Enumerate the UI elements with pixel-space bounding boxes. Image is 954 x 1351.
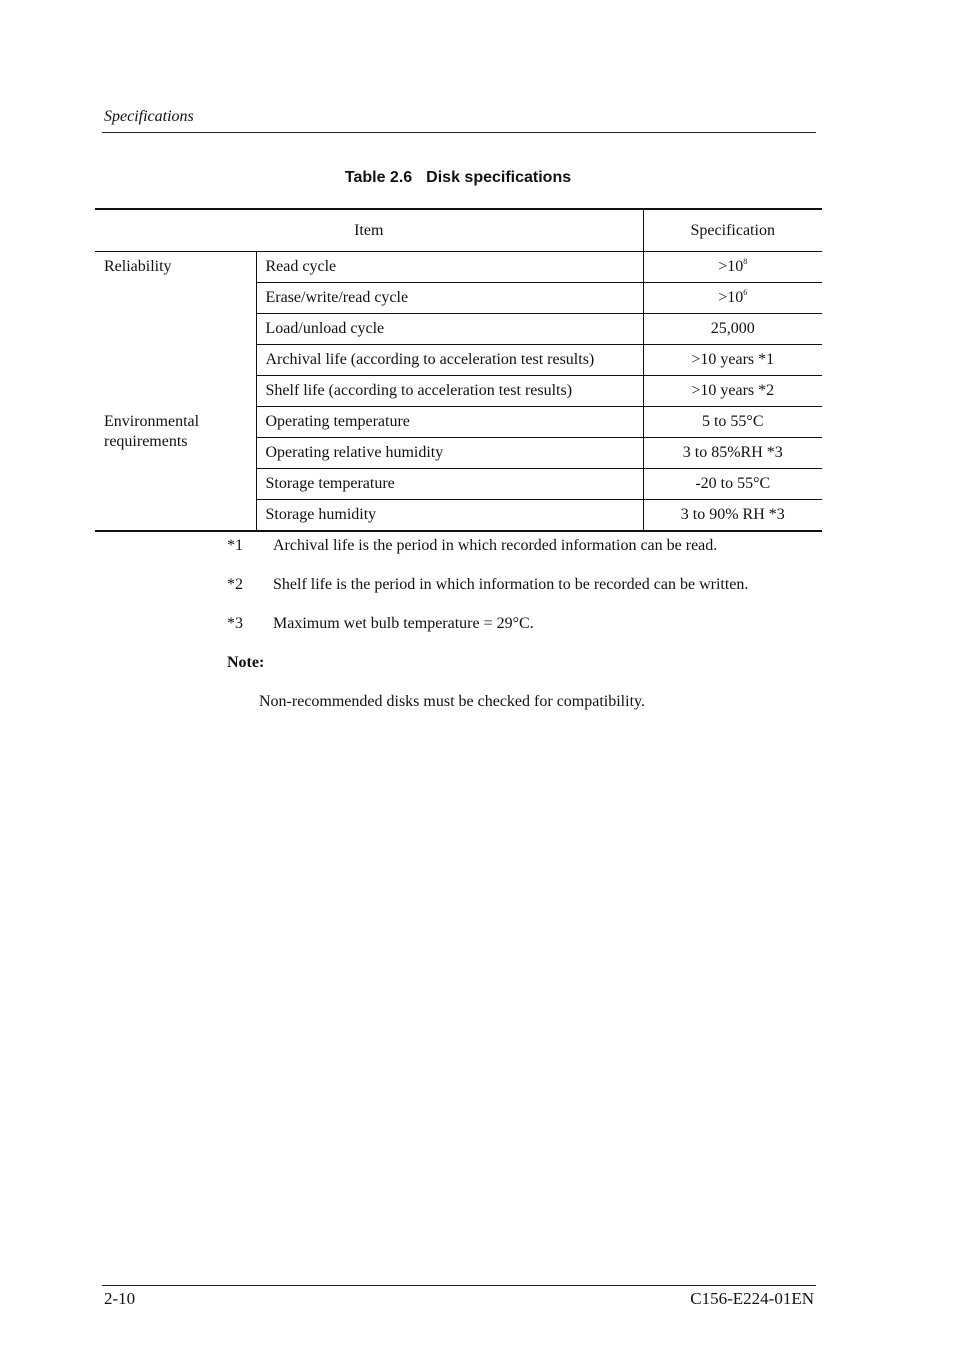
table-header-row: [95, 209, 822, 252]
row-value: 3 to 85%RH *3: [643, 438, 822, 469]
row-item: Storage humidity: [256, 500, 643, 532]
footnote-text: Archival life is the period in which recorded information can be read.: [273, 537, 718, 554]
footnote-mark: *1: [227, 537, 243, 554]
footnote-text: Shelf life is the period in which information to be recorded can be written.: [273, 576, 749, 593]
note-heading: Note:: [227, 654, 265, 671]
row-item: Shelf life (according to acceleration test results): [256, 376, 643, 407]
row-value: >10 years *2: [643, 376, 822, 407]
value-base: >10: [718, 258, 744, 275]
row-item: Operating relative humidity: [256, 438, 643, 469]
group-label-environmental: [95, 407, 256, 532]
row-value: -20 to 55°C: [643, 469, 822, 500]
footnote-mark: *2: [227, 576, 243, 593]
table-row: [95, 407, 822, 438]
column-header-specification: Specification: [643, 209, 822, 252]
value-exponent: 8: [743, 257, 748, 266]
table-number: Table 2.6: [344, 169, 413, 186]
disk-spec-table: [95, 208, 822, 532]
row-item: Archival life (according to acceleration test results): [256, 345, 643, 376]
row-item: Operating temperature: [256, 407, 643, 438]
row-item: Read cycle: [256, 252, 643, 283]
group-label-line: Environmental: [104, 412, 200, 430]
running-header-title: Specifications: [104, 108, 194, 125]
note-text: Non-recommended disks must be checked for compatibility.: [259, 693, 645, 710]
row-value: [643, 252, 822, 283]
group-label-line: requirements: [104, 432, 188, 450]
row-value: 3 to 90% RH *3: [643, 500, 822, 532]
row-value: >10 years *1: [643, 345, 822, 376]
footer-rule: [102, 1285, 816, 1286]
table-title: Disk specifications: [426, 169, 572, 186]
row-item: Erase/write/read cycle: [256, 283, 643, 314]
row-value: 5 to 55°C: [643, 407, 822, 438]
column-header-item: Item: [95, 209, 643, 252]
value-base: >10: [718, 289, 744, 306]
table-row: [95, 252, 822, 283]
value-exponent: 6: [743, 288, 748, 297]
page-number: 2-10: [104, 1289, 136, 1308]
row-value: 25,000: [643, 314, 822, 345]
row-item: Storage temperature: [256, 469, 643, 500]
header-rule: [102, 132, 816, 133]
footnote-mark: *3: [227, 615, 243, 632]
row-item: Load/unload cycle: [256, 314, 643, 345]
group-label-reliability: Reliability: [95, 252, 256, 407]
document-code: C156-E224-01EN: [690, 1289, 814, 1308]
footnote-text: Maximum wet bulb temperature = 29°C.: [273, 615, 534, 632]
row-value: [643, 283, 822, 314]
table-caption: [0, 169, 916, 187]
